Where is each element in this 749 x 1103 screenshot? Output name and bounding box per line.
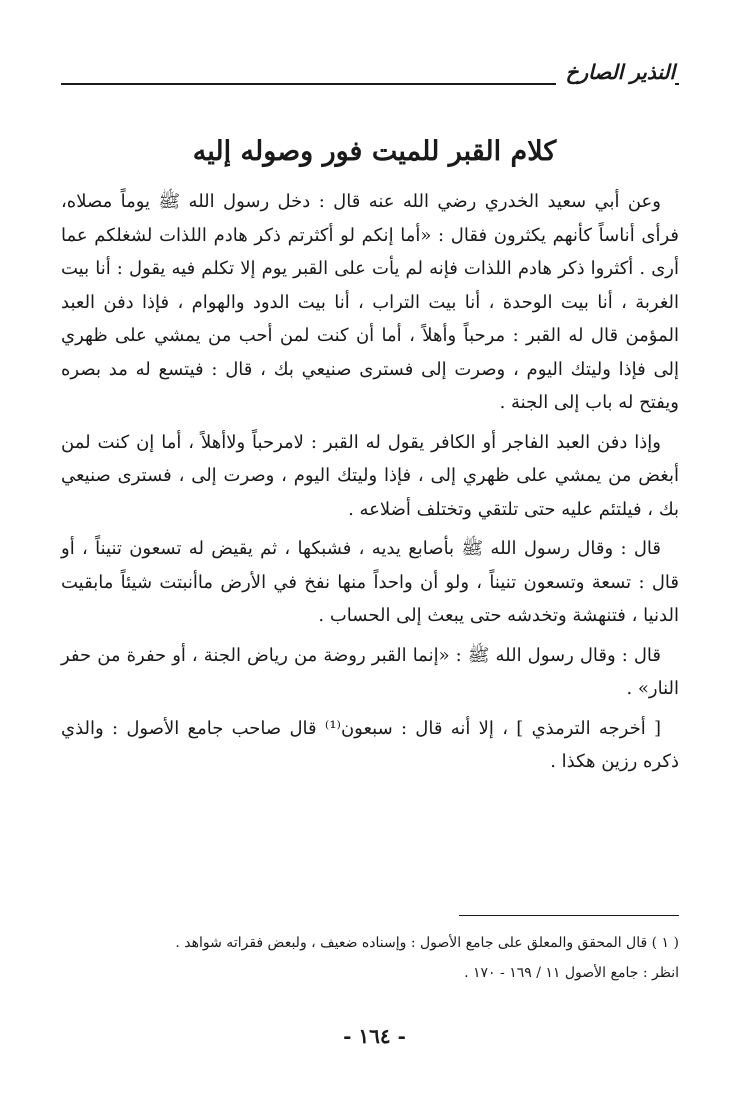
running-title: النذير الصارخ: [556, 58, 675, 86]
section-title: كلام القبر للميت فور وصوله إليه: [192, 136, 557, 167]
paragraph-1: وعن أبي سعيد الخدري رضي الله عنه قال : دخل رسول الله ﷺ يوماً مصلاه، فرأى أناساً كأنهم يكثرون فقال : «أما إنكم لو أكثرتم ذكر هادم اللذات لشغلكم عما أرى . أكثروا ذكر هادم اللذات فإنه لم يأت على القبر يوم إلا تكلم فيه يقول : أنا بيت الغربة ، أنا بيت الوحدة ، أنا بيت التراب ، أنا بيت الدود والهوام ، فإذا دفن العبد المؤمن قال له القبر : مرحباً وأهلاً ، أما أن كنت لمن أحب من يمشي على ظهري إلى فإذا وليتك اليوم ، وصرت إلى فسترى صنيعي بك ، قال : فيتسع له مد بصره ويفتح له باب إلى الجنة .: [61, 191, 679, 413]
paragraph-2: وإذا دفن العبد الفاجر أو الكافر يقول له القبر : لامرحباً ولاأهلاً ، أما إن كنت لمن أبغض من يمشي على ظهري إلى ، فإذا وليتك اليوم ، وصرت إلى ، فسترى صنيعي بك ، فيلتئم عليه حتى تلتقي وتختلف أضلاعه .: [61, 431, 679, 520]
footnote-1: ( ١ ) قال المحقق والمعلق على جامع الأصول : وإسناده ضعيف ، ولبعض فقراته شواهد .: [175, 935, 679, 951]
body-text: [61, 185, 679, 785]
paragraph-5: [ أخرجه الترمذي ] ، إلا أنه قال : سبعون⁽¹⁾ قال صاحب جامع الأصول : والذي ذكره رزين هكذا .: [61, 717, 679, 772]
paragraph-3: قال : وقال رسول الله ﷺ بأصابع يديه ، فشبكها ، ثم يقيض له تسعون تنيناً ، أو قال : تسعة وتسعون تنيناً ، ولو أن واحداً منها نفخ في الأرض ماأنبتت شيئاً مابقيت الدنيا ، فتنهشة وتخدشه حتى يبعث إلى الحساب .: [61, 538, 679, 626]
footnotes: [61, 928, 679, 988]
paragraph-4: قال : وقال رسول الله ﷺ : «إنما القبر روضة من رياض الجنة ، أو حفرة من حفر النار» .: [61, 644, 679, 699]
footnote-rule: [459, 915, 679, 916]
running-header: [61, 58, 679, 92]
page-number: - ١٦٤ -: [343, 1024, 406, 1048]
footnote-2: انظر : جامع الأصول ١١ / ١٦٩ - ١٧٠ .: [464, 965, 679, 981]
